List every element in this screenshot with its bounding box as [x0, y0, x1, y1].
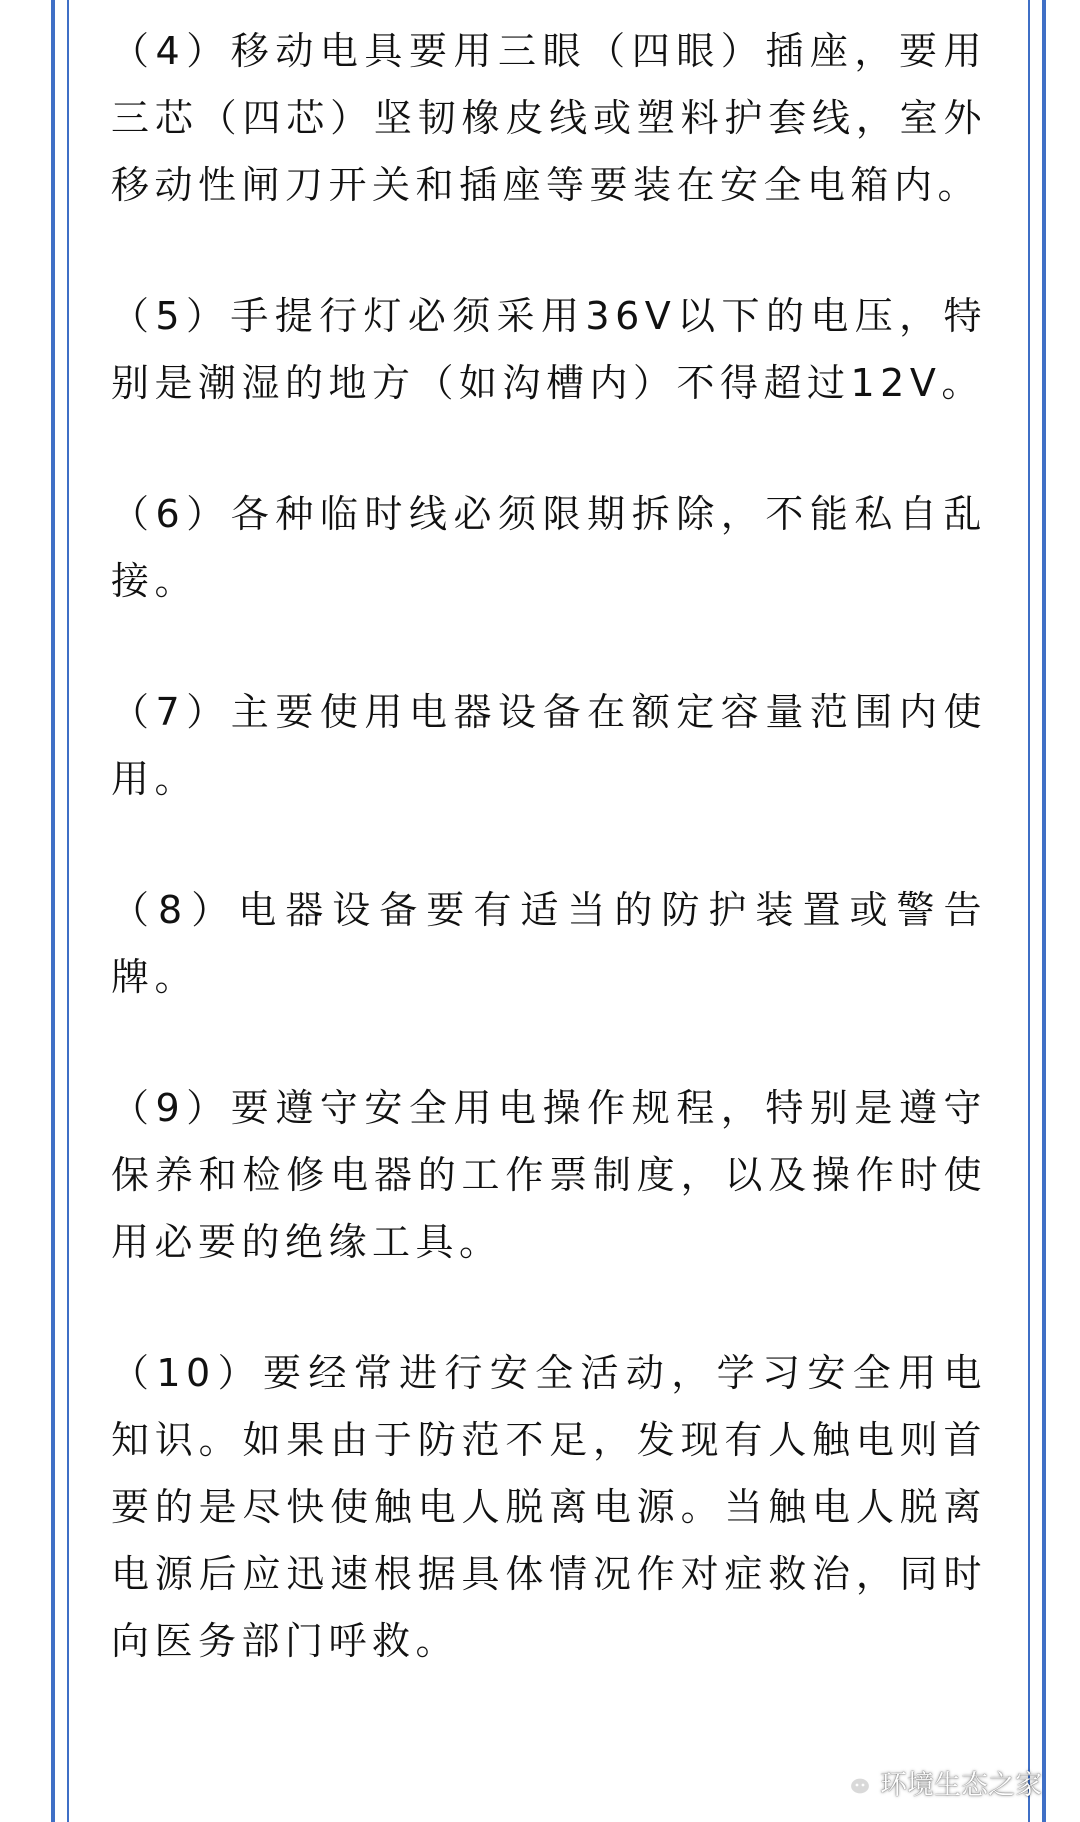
frame-border-left-inner	[67, 0, 69, 1822]
paragraph-item-7: （7）主要使用电器设备在额定容量范围内使用。	[111, 690, 987, 801]
frame-border-right-outer	[1042, 0, 1046, 1822]
watermark-text: 环境生态之家	[880, 1770, 1042, 1801]
frame-border-left-outer	[51, 0, 55, 1822]
paragraph-item-10: （10）要经常进行安全活动，学习安全用电知识。如果由于防范不足，发现有人触电则首要的是尽快使触电人脱离电源。当触电人脱离电源后应迅速根据具体情况作对症救治，同时向医务部门呼救。	[111, 1351, 987, 1663]
wechat-icon	[836, 1768, 872, 1798]
frame-border-right-inner	[1028, 0, 1030, 1822]
paragraph-item-5: （5）手提行灯必须采用36V以下的电压，特别是潮湿的地方（如沟槽内）不得超过12V。	[111, 294, 987, 405]
paragraph-item-4: （4）移动电具要用三眼（四眼）插座，要用三芯（四芯）坚韧橡皮线或塑料护套线，室外移动性闸刀开关和插座等要装在安全电箱内。	[111, 29, 987, 207]
paragraph-item-6: （6）各种临时线必须限期拆除，不能私自乱接。	[111, 492, 987, 603]
article-body	[111, 18, 987, 1739]
wechat-watermark	[836, 1763, 1042, 1802]
paragraph-item-9: （9）要遵守安全用电操作规程，特别是遵守保养和检修电器的工作票制度，以及操作时使用必要的绝缘工具。	[111, 1086, 987, 1264]
paragraph-item-8: （8）电器设备要有适当的防护装置或警告牌。	[111, 888, 987, 999]
